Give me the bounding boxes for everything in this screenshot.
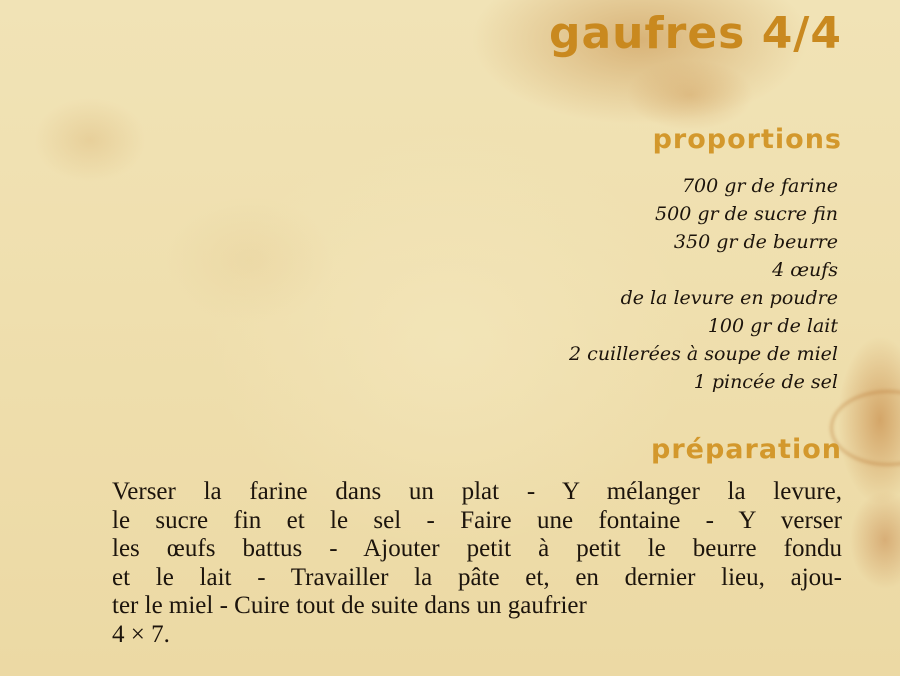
instruction-line: ter le miel - Cuire tout de suite dans un gaufrier bbox=[112, 592, 587, 619]
ingredient-item: 350 gr de beurre bbox=[673, 231, 838, 253]
preparation-instructions bbox=[112, 478, 842, 649]
proportions-heading: proportions bbox=[652, 124, 842, 155]
ingredient-item: 2 cuillerées à soupe de miel bbox=[569, 343, 838, 365]
ingredient-item: 700 gr de farine bbox=[681, 175, 838, 197]
recipe-title: gaufres 4/4 bbox=[548, 8, 842, 59]
instruction-line: Verser la farine dans un plat - Y mélanger la levure, bbox=[112, 478, 842, 505]
ingredient-item: 4 œufs bbox=[772, 259, 838, 281]
ingredient-item: 100 gr de lait bbox=[707, 315, 838, 337]
instruction-line: le sucre fin et le sel - Faire une fontaine - Y verser bbox=[112, 506, 842, 534]
ingredient-item: de la levure en poudre bbox=[620, 287, 838, 309]
ingredient-item: 500 gr de sucre fin bbox=[655, 203, 838, 225]
instruction-line: les œufs battus - Ajouter petit à petit le beurre fondu bbox=[112, 535, 842, 562]
ingredient-item: 1 pincée de sel bbox=[693, 371, 838, 393]
preparation-heading: préparation bbox=[651, 434, 842, 465]
instruction-line: et le lait - Travailler la pâte et, en dernier lieu, ajou- bbox=[112, 563, 842, 591]
instruction-line: 4 × 7. bbox=[112, 620, 170, 648]
ingredients-list bbox=[569, 172, 838, 396]
